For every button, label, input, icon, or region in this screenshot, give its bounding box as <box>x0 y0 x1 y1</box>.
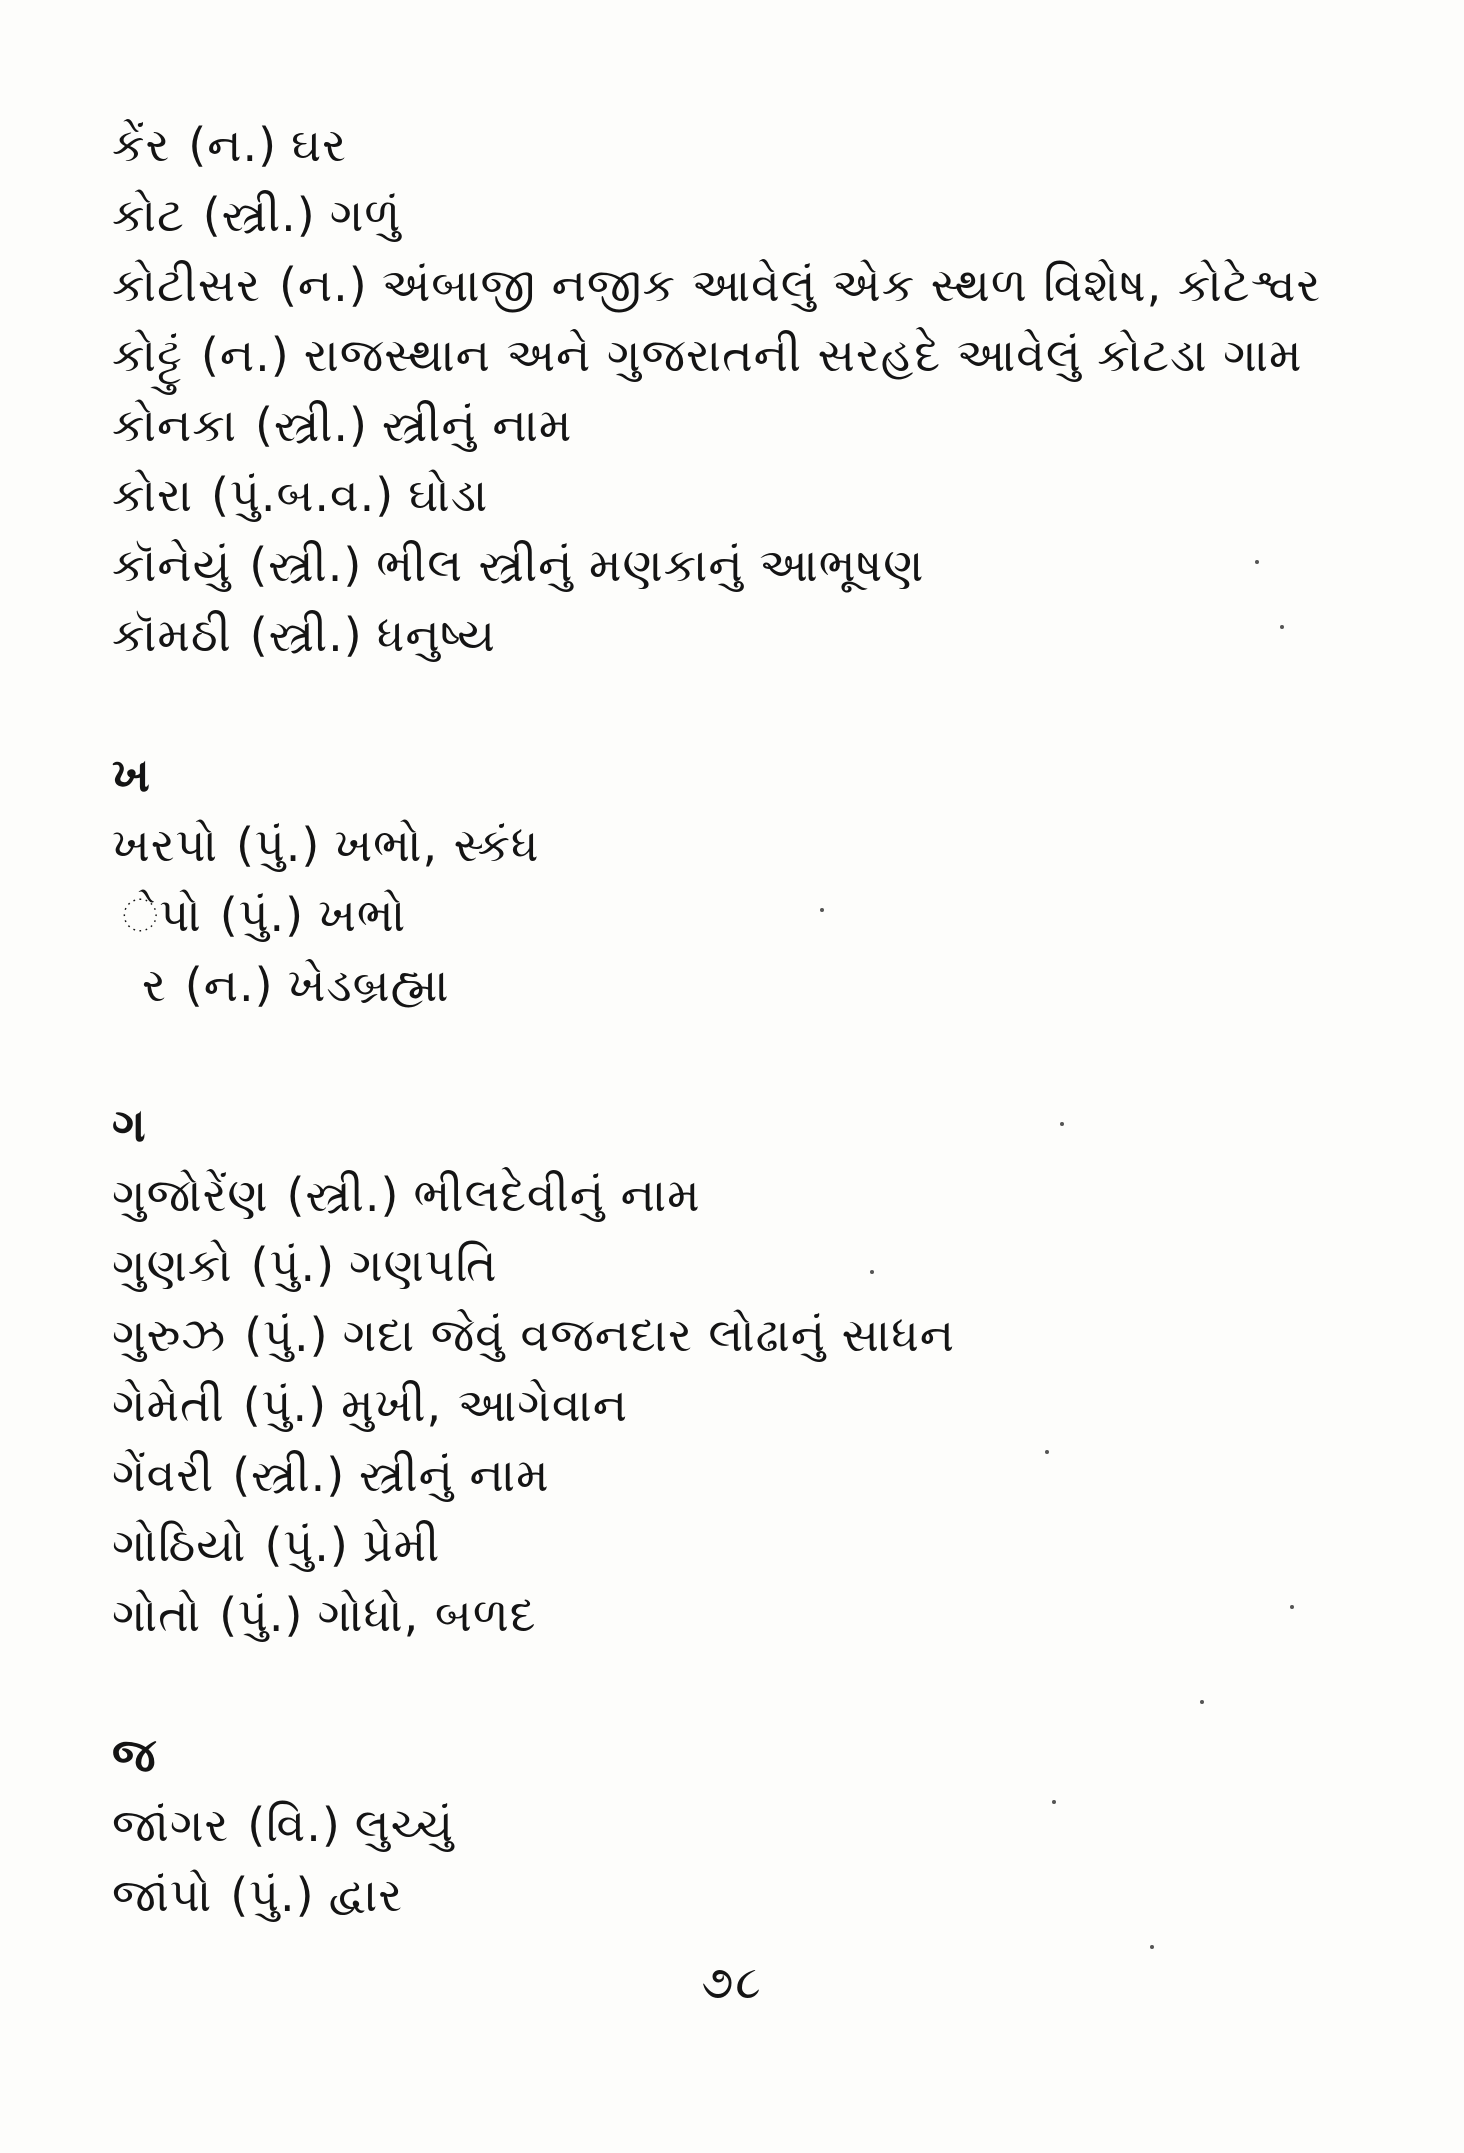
scan-speck <box>1045 1450 1049 1454</box>
entry-meaning: અંબાજી નજીક આવેલું એક સ્થળ વિશેષ, કોટેશ્વર <box>381 258 1322 312</box>
entry-word: ખરપો <box>112 818 218 872</box>
entry-pos: (પું.) <box>264 1518 349 1572</box>
entry-pos: (ન.) <box>188 118 278 172</box>
entry-meaning: ભીલ સ્ત્રીનું મણકાનું આભૂષણ <box>376 538 925 592</box>
entry-pos: (સ્ત્રી.) <box>286 1168 400 1222</box>
entry-meaning: મુખી, આગેવાન <box>341 1378 629 1432</box>
dictionary-entry <box>112 390 1362 460</box>
dictionary-entry <box>112 1160 1362 1230</box>
entry-meaning: લુચ્ચું <box>354 1798 455 1852</box>
page-number: ૭૮ <box>701 1955 763 2009</box>
entry-pos: (પું.) <box>244 1308 329 1362</box>
section-heading: ગ <box>112 1098 146 1152</box>
entry-meaning: ઘર <box>291 118 347 172</box>
entry-meaning: પ્રેમી <box>362 1518 441 1572</box>
entry-word: જાંગર <box>112 1798 230 1852</box>
scan-speck <box>1150 1945 1154 1949</box>
entry-pos: (ન.) <box>278 258 368 312</box>
entry-meaning: ઘોડા <box>408 468 489 522</box>
dictionary-entry <box>112 1440 1362 1510</box>
entry-meaning: ગોધો, બળદ <box>317 1588 537 1642</box>
dictionary-entry <box>112 110 1362 180</box>
entry-pos: (સ્ત્રી.) <box>255 398 368 452</box>
dictionary-entry <box>112 250 1362 320</box>
entry-word: જાંપો <box>112 1868 213 1922</box>
entry-word: કોટ્ટું <box>112 328 183 382</box>
entry-pos: (પું.) <box>219 888 305 942</box>
entry-meaning: રાજસ્થાન અને ગુજરાતની સરહદે આવેલું કોટડા ગામ <box>303 328 1303 382</box>
entry-meaning: ગળું <box>329 188 402 242</box>
entry-word: કોનકા <box>112 398 237 452</box>
entry-meaning: ખભો, સ્કંધ <box>334 818 540 872</box>
scan-speck <box>870 1270 874 1274</box>
dictionary-entry <box>112 600 1362 670</box>
dictionary-entry <box>112 320 1362 390</box>
dictionary-entry <box>112 460 1362 530</box>
entry-word: ગેંવરી <box>112 1448 215 1502</box>
dictionary-page <box>112 110 1362 1930</box>
entry-word: ેપો <box>122 888 202 942</box>
entry-pos: (પું.બ.વ.) <box>211 468 395 522</box>
entry-word: ગુરુઝ <box>112 1308 227 1362</box>
section-ka <box>112 110 1362 670</box>
scan-speck <box>1052 1800 1056 1804</box>
section-heading: ખ <box>112 748 150 802</box>
entry-pos: (ન.) <box>200 328 290 382</box>
entry-word: કોરા <box>112 468 194 522</box>
scan-speck <box>820 908 824 912</box>
entry-word: કોટ <box>112 188 185 242</box>
dictionary-entry <box>112 880 1362 950</box>
entry-word: ર <box>142 958 167 1012</box>
entry-word: ગુણકો <box>112 1238 233 1292</box>
section-ga <box>112 1090 1362 1650</box>
entry-pos: (પું.) <box>230 1868 315 1922</box>
entry-word: કોટીસર <box>112 258 261 312</box>
dictionary-entry <box>112 1790 1362 1860</box>
scan-speck <box>1200 1700 1204 1704</box>
entry-pos: (પું.) <box>242 1378 328 1432</box>
entry-pos: (પું.) <box>219 1588 304 1642</box>
entry-meaning: ગણપતિ <box>349 1238 498 1292</box>
entry-meaning: ખેડબ્રહ્મા <box>287 958 450 1012</box>
dictionary-entry <box>112 1230 1362 1300</box>
dictionary-entry <box>112 1300 1362 1370</box>
entry-pos: (સ્ત્રી.) <box>249 608 363 662</box>
entry-word: કૉમઠી <box>112 608 232 662</box>
dictionary-entry <box>112 1510 1362 1580</box>
entry-meaning: ગદા જેવું વજનદાર લોઢાનું સાધન <box>342 1308 956 1362</box>
entry-pos: (વિ.) <box>247 1798 341 1852</box>
entry-word: ગોતો <box>112 1588 202 1642</box>
dictionary-entry <box>112 1370 1362 1440</box>
entry-word: ગોઠિયો <box>112 1518 247 1572</box>
scan-speck <box>1255 560 1259 564</box>
dictionary-entry <box>112 810 1362 880</box>
entry-word: કેંર <box>112 118 171 172</box>
scan-speck <box>1060 1122 1064 1126</box>
entry-meaning: સ્ત્રીનું નામ <box>381 398 573 452</box>
entry-meaning: ભીલદેવીનું નામ <box>413 1168 701 1222</box>
entry-word: ગુજોરેંણ <box>112 1168 269 1222</box>
section-ja <box>112 1720 1362 1930</box>
entry-pos: (પું.) <box>235 818 321 872</box>
entry-word: ગેમેતી <box>112 1378 225 1432</box>
entry-pos: (સ્ત્રી.) <box>249 538 363 592</box>
scan-speck <box>1280 625 1284 629</box>
entry-meaning: દ્વાર <box>328 1868 404 1922</box>
entry-pos: (સ્ત્રી.) <box>232 1448 346 1502</box>
dictionary-entry <box>112 530 1362 600</box>
dictionary-entry <box>112 180 1362 250</box>
entry-pos: (પું.) <box>250 1238 336 1292</box>
entry-meaning: ખભો <box>318 888 407 942</box>
entry-pos: (ન.) <box>184 958 274 1012</box>
entry-meaning: ધનુષ્ય <box>376 608 496 662</box>
section-heading: જ <box>112 1728 156 1782</box>
dictionary-entry <box>112 1860 1362 1930</box>
section-kha <box>112 740 1362 1020</box>
entry-pos: (સ્ત્રી.) <box>202 188 316 242</box>
dictionary-entry <box>112 950 1362 1020</box>
dictionary-entry <box>112 1580 1362 1650</box>
entry-word: કૉનેયું <box>112 538 232 592</box>
entry-meaning: સ્ત્રીનું નામ <box>359 1448 550 1502</box>
scan-speck <box>1290 1605 1294 1609</box>
